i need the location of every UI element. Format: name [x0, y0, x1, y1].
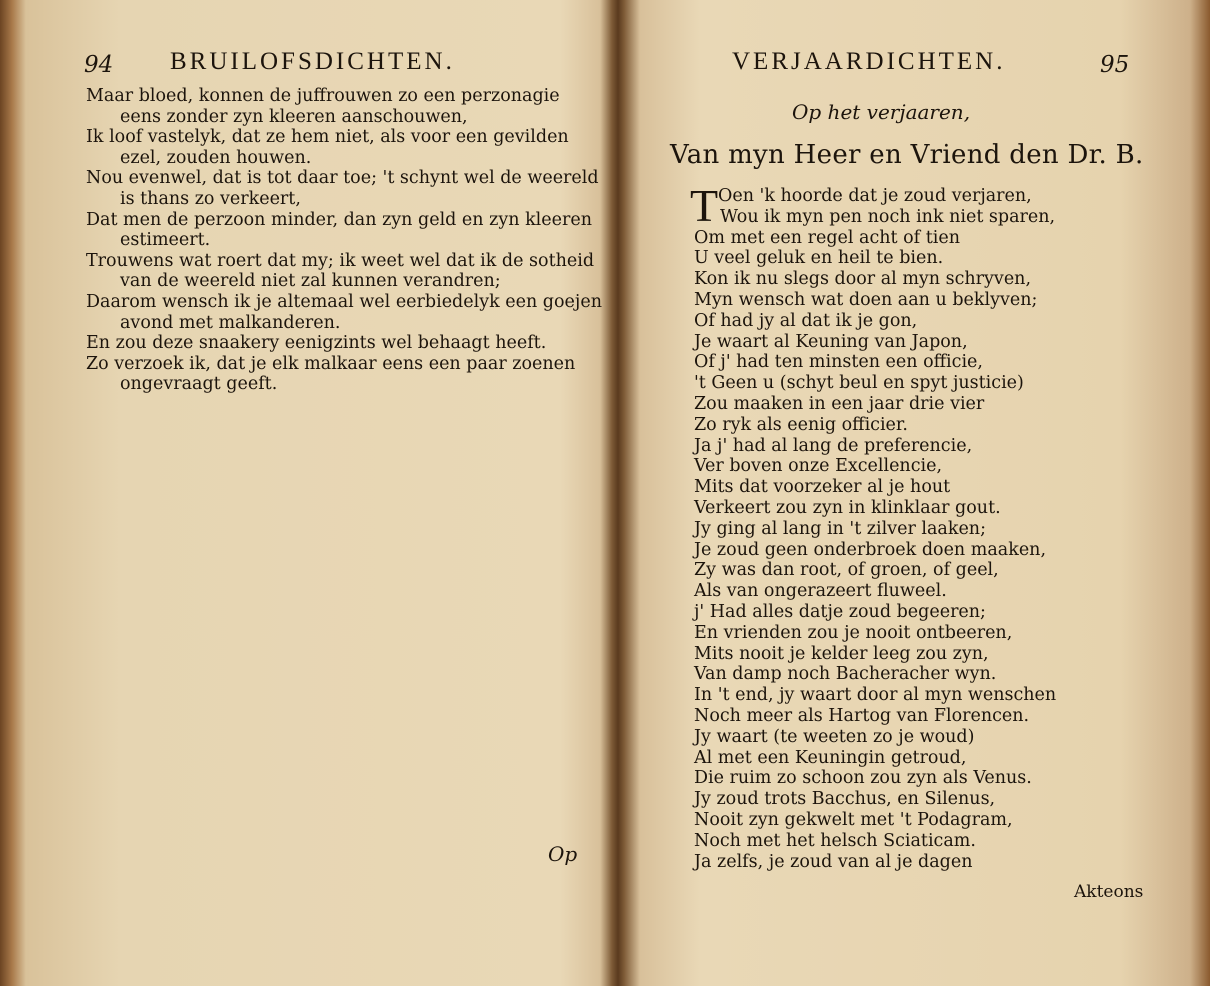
- poem-line: Je waart al Keuning van Japon,: [694, 331, 968, 352]
- poem-line: Je zoud geen onderbroek doen maaken,: [694, 539, 1047, 560]
- poem-line: Al met een Keuningin getroud,: [694, 747, 967, 768]
- right-running-head: VERJAARDICHTEN.: [732, 48, 1006, 75]
- left-text-line: Nou evenwel, dat is tot daar toe; 't schynt wel de weereld: [86, 168, 599, 189]
- poem-text: [690, 180, 1134, 872]
- poem-line: Verkeert zou zyn in klinklaar gout.: [694, 497, 1001, 518]
- poem-line: Ver boven onze Excellencie,: [694, 456, 943, 477]
- poem-line: Zo ryk als eenig officier.: [694, 414, 908, 435]
- left-text-line: Dat men de perzoon minder, dan zyn geld en zyn kleeren: [86, 209, 592, 230]
- poem-line: Mits nooit je kelder leeg zou zyn,: [694, 643, 989, 664]
- poem-line: j' Had alles datje zoud begeeren;: [694, 601, 986, 622]
- drop-cap: T: [690, 180, 719, 231]
- left-text-line: avond met malkanderen.: [120, 312, 341, 333]
- poem-line: Wou ik myn pen noch ink niet sparen,: [720, 206, 1056, 227]
- poem-line: Myn wensch wat doen aan u beklyven;: [694, 289, 1038, 310]
- poem-line: Mits dat voorzeker al je hout: [694, 477, 951, 498]
- right-page: [628, 0, 1188, 986]
- left-page-text: [86, 86, 606, 395]
- poem-line: Jy ging al lang in 't zilver laaken;: [694, 518, 986, 539]
- poem-line: Kon ik nu slegs door al myn schryven,: [694, 269, 1032, 290]
- left-text-line: Zo verzoek ik, dat je elk malkaar eens een paar zoenen: [86, 353, 576, 374]
- left-text-line: Daarom wensch ik je altemaal wel eerbiedelyk een goejen: [86, 291, 602, 312]
- poem-line: Zou maaken in een jaar drie vier: [694, 393, 985, 414]
- poem-line: Die ruim zo schoon zou zyn als Venus.: [694, 768, 1032, 789]
- left-text-line: estimeert.: [120, 230, 211, 251]
- left-text-line: Ik loof vastelyk, dat ze hem niet, als voor een gevilden: [86, 127, 569, 148]
- left-catchword: Op: [548, 842, 578, 866]
- left-text-line: En zou deze snaakery eenigzints wel behaagt heeft.: [86, 333, 547, 354]
- poem-line: En vrienden zou je nooit ontbeeren,: [694, 622, 1013, 643]
- poem-line: Om met een regel acht of tien: [694, 227, 960, 248]
- left-text-line: is thans zo verkeert,: [120, 188, 301, 209]
- poem-line: Jy waart (te weeten zo je woud): [694, 726, 975, 747]
- left-page-number: 94: [84, 52, 114, 78]
- left-page: [22, 0, 612, 986]
- poem-line: Zy was dan root, of groen, of geel,: [694, 560, 999, 581]
- poem-line: Jy zoud trots Bacchus, en Silenus,: [694, 789, 996, 810]
- poem-line: Als van ongerazeert fluweel.: [694, 581, 947, 602]
- poem-line: Of had jy al dat ik je gon,: [694, 310, 918, 331]
- poem-line: Of j' had ten minsten een officie,: [694, 352, 983, 373]
- left-text-line: Trouwens wat roert dat my; ik weet wel dat ik de sotheid: [86, 250, 595, 271]
- poem-line: U veel geluk en heil te bien.: [694, 248, 944, 269]
- left-text-line: van de weereld niet zal kunnen verandren;: [120, 271, 501, 292]
- left-text-line: ongevraagt geeft.: [120, 374, 278, 395]
- poem-line: Van damp noch Bacheracher wyn.: [694, 664, 997, 685]
- left-text-line: eens zonder zyn kleeren aanschouwen,: [120, 106, 468, 127]
- left-running-head: BRUILOFSDICHTEN.: [170, 48, 455, 75]
- left-text-line: ezel, zouden houwen.: [120, 147, 312, 168]
- poem-line: Noch met het helsch Sciaticam.: [694, 830, 976, 851]
- poem-line: Ja zelfs, je zoud van al je dagen: [694, 851, 973, 872]
- right-catchword: Akteons: [1074, 882, 1144, 902]
- poem-line: Ja j' had al lang de preferencie,: [694, 435, 973, 456]
- poem-title: Van myn Heer en Vriend den Dr. B.: [670, 140, 1144, 170]
- poem-first-line-text: Oen 'k hoorde dat je zoud verjaren,: [718, 186, 1032, 206]
- poem-line: In 't end, jy waart door al myn wenschen: [694, 685, 1057, 706]
- left-text-line: Maar bloed, konnen de juffrouwen zo een perzonagie: [86, 86, 560, 106]
- poem-line: 't Geen u (schyt beul en spyt justicie): [694, 373, 1024, 394]
- poem-subtitle: Op het verjaaren,: [792, 100, 971, 124]
- poem-line: Nooit zyn gekwelt met 't Podagram,: [694, 809, 1013, 830]
- right-page-number: 95: [1100, 52, 1130, 78]
- poem-line: Noch meer als Hartog van Florencen.: [694, 705, 1030, 726]
